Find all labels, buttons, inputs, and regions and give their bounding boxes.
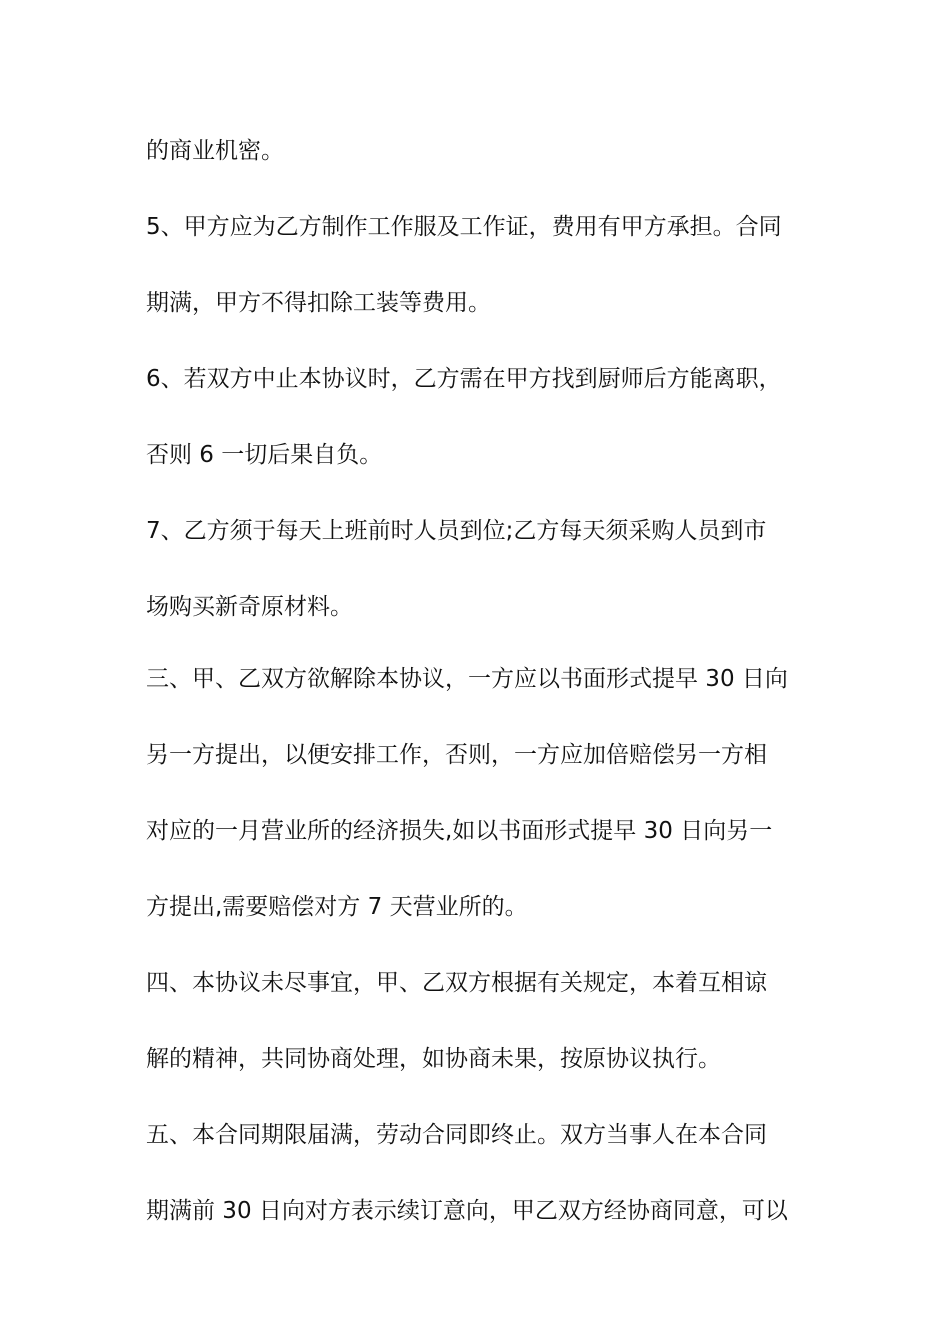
text-line: 5、甲方应为乙方制作工作服及工作证，费用有甲方承担。合同	[146, 214, 782, 240]
text-line: 场购买新奇原材料。	[146, 594, 353, 620]
text-line: 对应的一月营业所的经济损失,如以书面形式提早 30 日向另一	[146, 818, 773, 844]
text-line: 的商业机密。	[146, 138, 284, 164]
text-line: 期满前 30 日向对方表示续订意向，甲乙双方经协商同意，可以	[146, 1198, 788, 1224]
text-line: 五、本合同期限届满，劳动合同即终止。双方当事人在本合同	[146, 1122, 767, 1148]
text-line: 方提出,需要赔偿对方 7 天营业所的。	[146, 894, 528, 920]
text-line: 三、甲、乙双方欲解除本协议，一方应以书面形式提早 30 日向	[146, 666, 788, 692]
text-line: 另一方提出，以便安排工作，否则，一方应加倍赔偿另一方相	[146, 742, 767, 768]
text-line: 7、乙方须于每天上班前时人员到位;乙方每天须采购人员到市	[146, 518, 767, 544]
text-line: 期满，甲方不得扣除工装等费用。	[146, 290, 491, 316]
text-line: 6、若双方中止本协议时，乙方需在甲方找到厨师后方能离职，	[146, 366, 782, 392]
text-line: 四、本协议未尽事宜，甲、乙双方根据有关规定，本着互相谅	[146, 970, 767, 996]
text-line: 否则 6 一切后果自负。	[146, 442, 383, 468]
text-line: 解的精神，共同协商处理，如协商未果，按原协议执行。	[146, 1046, 721, 1072]
